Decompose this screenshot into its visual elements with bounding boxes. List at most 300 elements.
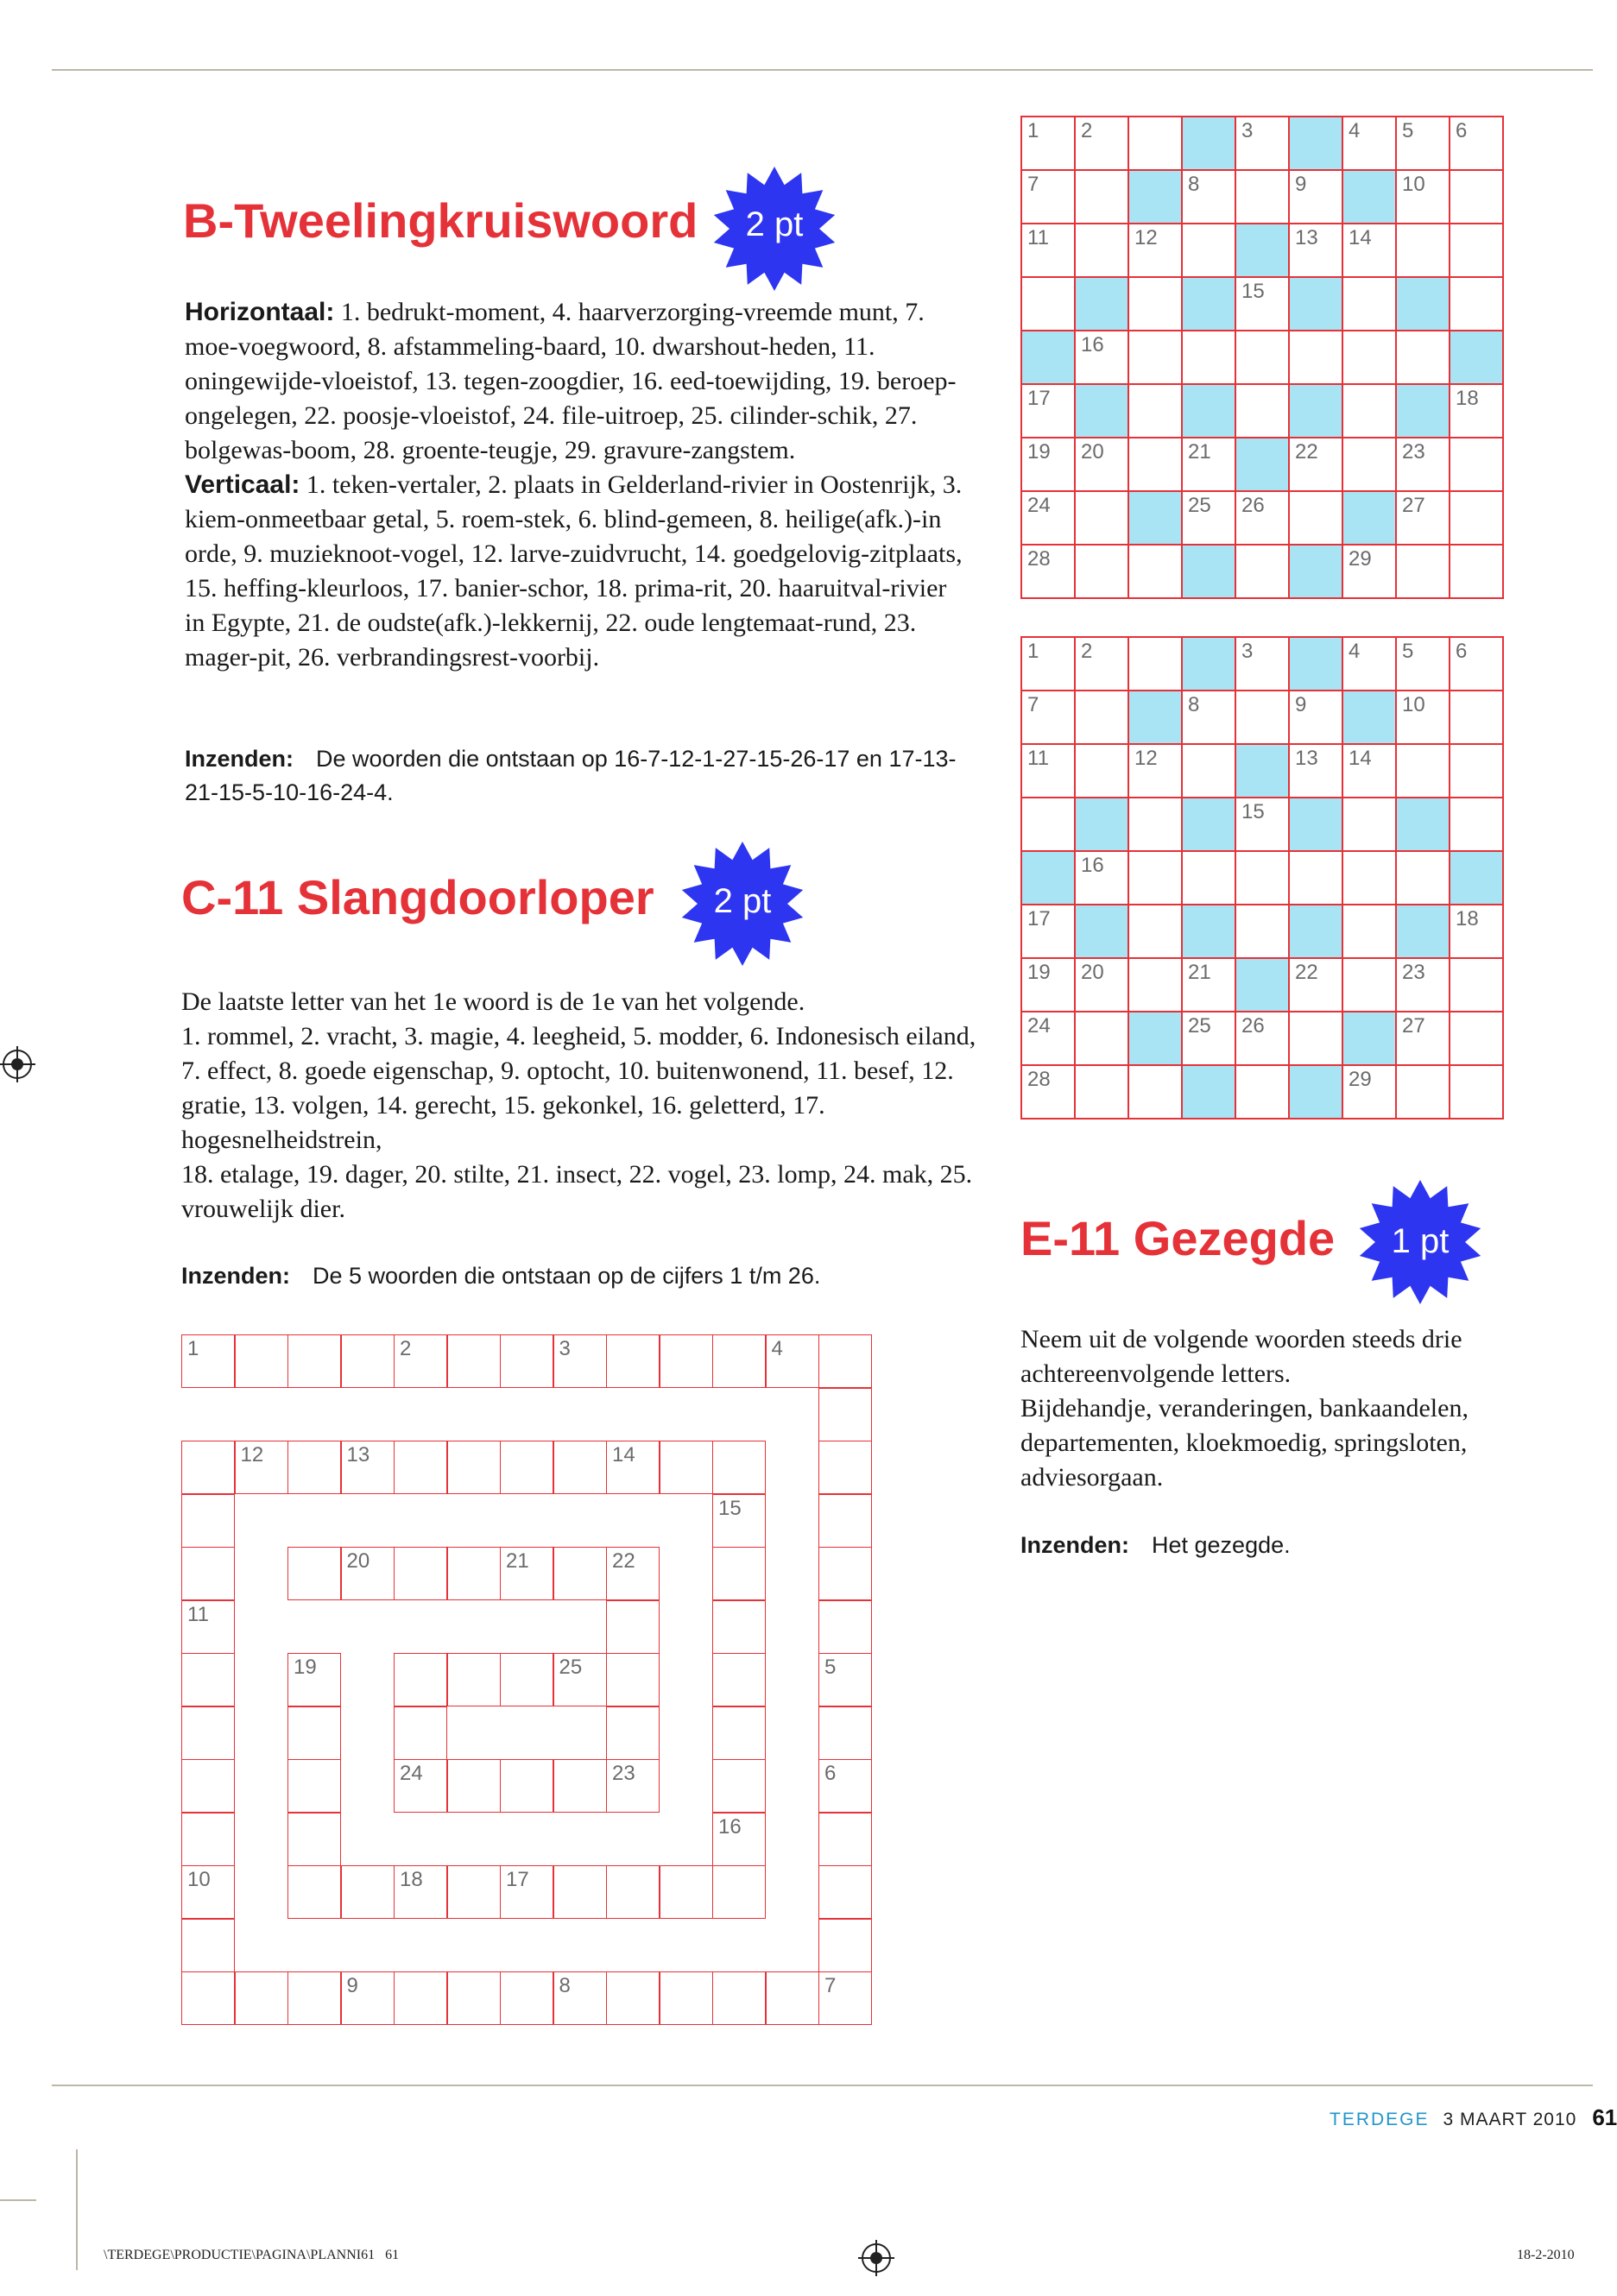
snake-cell [766, 1334, 819, 1388]
cell-number: 15 [718, 1496, 742, 1520]
snake-cell [181, 1547, 235, 1600]
snake-cell [181, 1600, 235, 1654]
crossword-cell [1290, 171, 1343, 224]
cell-number: 9 [1295, 693, 1307, 716]
snake-cell [287, 1706, 341, 1760]
cell-number: 17 [1027, 907, 1051, 930]
crossword-block-cell [1450, 331, 1504, 385]
snake-cell [341, 1441, 395, 1494]
crossword-cell [1343, 1066, 1397, 1120]
crossword-cell [1183, 331, 1236, 385]
crossword-cell [1183, 691, 1236, 745]
crossword-cell [1129, 638, 1183, 691]
crossword-cell [1129, 905, 1183, 959]
crossword-cell [1343, 224, 1397, 278]
section-c-words [181, 985, 984, 1227]
submit-text: De woorden die ontstaan op 16-7-12-1-27-15-26-17 en 17-13-21-15-5-10-16-24-4. [185, 746, 957, 805]
slug-date: 18-2-2010 [1517, 2248, 1575, 2262]
crossword-block-cell [1290, 546, 1343, 599]
snake-cell [181, 1334, 235, 1388]
crossword-cell [1397, 171, 1450, 224]
cell-number: 27 [1402, 1014, 1425, 1038]
crossword-cell [1076, 546, 1129, 599]
snake-cell [287, 1971, 341, 2025]
snake-cell [818, 1971, 872, 2025]
snake-cell [606, 1547, 660, 1600]
crossword-cell [1236, 492, 1290, 546]
crossword-cell [1236, 1012, 1290, 1066]
crossword-cell [1129, 798, 1183, 852]
snake-cell [287, 1653, 341, 1706]
crossword-cell [1343, 546, 1397, 599]
snake-cell [287, 1813, 341, 1866]
crossword-grid-1 [1020, 116, 1504, 599]
section-e-text [1020, 1322, 1521, 1495]
snake-cell [181, 1653, 235, 1706]
crossword-block-cell [1129, 691, 1183, 745]
snake-cell [341, 1971, 395, 2025]
crossword-cell [1343, 638, 1397, 691]
cell-number: 10 [1402, 173, 1425, 196]
crossword-cell [1022, 1012, 1076, 1066]
crossword-block-cell [1343, 492, 1397, 546]
cell-number: 16 [1081, 854, 1104, 877]
section-e-submit [1020, 1529, 1538, 1562]
crossword-cell [1022, 959, 1076, 1012]
vertical-clues: 1. teken-vertaler, 2. plaats in Gelderland-rivier in Oostenrijk, 3. kiem-onmeetbaar getal, 5. roem-stek, 6. blind-gemeen, 8. heilige(afk.)-in orde, 9. muzieknoot-vogel, 12. larve-zuidvrucht, 14. goedgelovig-zitplaats, 15. heffing-kleurloos, 17. banier-schor, 18. prima-rit, 20. haaruitval-rivier in Egypte, 21. de oudste(afk.)-lekkernij, 22. oude lengtemaat-rund, 23. mager-pit, 26. verbrandingsrest-voorbij. [185, 470, 963, 672]
snake-cell [394, 1653, 447, 1706]
submit-label: Inzenden: [185, 746, 294, 772]
crossword-cell [1397, 691, 1450, 745]
snake-cell [181, 1971, 235, 2025]
crossword-cell [1183, 959, 1236, 1012]
crossword-cell [1236, 331, 1290, 385]
crossword-cell [1076, 852, 1129, 905]
snake-cell [660, 1441, 713, 1494]
crossword-cell [1236, 798, 1290, 852]
snake-cell [818, 1653, 872, 1706]
cell-number: 26 [1241, 494, 1265, 517]
snake-cell [341, 1334, 395, 1388]
section-b-title: B-Tweelingkruiswoord [183, 193, 698, 248]
crossword-cell [1397, 745, 1450, 798]
cell-number: 11 [187, 1602, 209, 1626]
cell-number: 3 [559, 1337, 571, 1360]
snake-cell [553, 1653, 607, 1706]
crossword-cell [1076, 224, 1129, 278]
crossword-block-cell [1290, 798, 1343, 852]
crossword-cell [1022, 691, 1076, 745]
crossword-block-cell [1183, 798, 1236, 852]
cell-number: 29 [1349, 547, 1372, 571]
crossword-cell [1183, 438, 1236, 492]
points-star-b [710, 164, 839, 293]
submit-label: Inzenden: [1020, 1532, 1129, 1558]
crossword-cell [1076, 1066, 1129, 1120]
crossword-block-cell [1183, 117, 1236, 171]
crossword-block-cell [1397, 905, 1450, 959]
snake-cell [606, 1653, 660, 1706]
crossword-block-cell [1022, 331, 1076, 385]
crossword-cell [1183, 492, 1236, 546]
crossword-cell [1022, 638, 1076, 691]
crossword-cell [1290, 492, 1343, 546]
crossword-block-cell [1183, 546, 1236, 599]
snake-cell [606, 1600, 660, 1654]
crossword-block-cell [1343, 1012, 1397, 1066]
section-c-wordlist: 1. rommel, 2. vracht, 3. magie, 4. leegheid, 5. modder, 6. Indonesisch eiland, 7. effect, 8. goede eigenschap, 9. optocht, 10. buitenwonend, 11. besef, 12. gratie, 13. volgen, 14. gerecht, 15. gekonkel, 16. geletterd, 17. hogesnelheidstrein, [181, 1022, 976, 1154]
points-label-e: 1 pt [1391, 1222, 1450, 1260]
crossword-cell [1450, 492, 1504, 546]
cell-number: 18 [400, 1868, 423, 1891]
crossword-cell [1290, 959, 1343, 1012]
snake-cell [818, 1865, 872, 1919]
crossword-cell [1343, 385, 1397, 438]
cell-number: 2 [1081, 640, 1093, 663]
crossword-cell [1076, 1012, 1129, 1066]
snake-cell [712, 1971, 766, 2025]
crossword-cell [1290, 331, 1343, 385]
cell-number: 7 [1027, 693, 1039, 716]
cell-number: 19 [294, 1656, 317, 1679]
crossword-block-cell [1129, 1012, 1183, 1066]
crossword-cell [1236, 117, 1290, 171]
crossword-cell [1076, 691, 1129, 745]
snake-cell [447, 1759, 501, 1813]
crossword-cell [1450, 638, 1504, 691]
cell-number: 29 [1349, 1068, 1372, 1091]
cell-number: 14 [1349, 747, 1372, 770]
cell-number: 2 [400, 1337, 412, 1360]
crossword-cell [1343, 331, 1397, 385]
cell-number: 8 [559, 1974, 571, 1997]
snake-cell [181, 1706, 235, 1760]
snake-cell [447, 1971, 501, 2025]
crossword-cell [1290, 1012, 1343, 1066]
crossword-cell [1450, 798, 1504, 852]
snake-cell [394, 1759, 447, 1813]
crossword-cell [1450, 745, 1504, 798]
cell-number: 28 [1027, 547, 1051, 571]
crossword-block-cell [1129, 171, 1183, 224]
snake-cell [553, 1971, 607, 2025]
page-footer [1330, 2104, 1617, 2131]
snake-cell [394, 1547, 447, 1600]
crossword-cell [1450, 438, 1504, 492]
crossword-cell [1236, 546, 1290, 599]
crossword-block-cell [1183, 385, 1236, 438]
section-c-wordlist-2: 18. etalage, 19. dager, 20. stilte, 21. insect, 22. vogel, 23. lomp, 24. mak, 25. vrouwelijk dier. [181, 1160, 973, 1223]
snake-cell [712, 1865, 766, 1919]
crossword-cell [1397, 438, 1450, 492]
snake-cell [818, 1600, 872, 1654]
points-star-e [1355, 1177, 1485, 1307]
snake-cell [818, 1547, 872, 1600]
cell-number: 21 [506, 1549, 529, 1573]
slug-path: \TERDEGE\PRODUCTIE\PAGINA\PLANNI61 [104, 2248, 376, 2262]
crossword-cell [1450, 1066, 1504, 1120]
snake-cell [818, 1813, 872, 1866]
crossword-cell [1343, 959, 1397, 1012]
crossword-cell [1343, 745, 1397, 798]
crossword-cell [1076, 331, 1129, 385]
snake-cell [500, 1653, 553, 1706]
cell-number: 5 [1402, 119, 1414, 142]
crossword-cell [1076, 638, 1129, 691]
cell-number: 20 [346, 1549, 370, 1573]
crossword-cell [1022, 278, 1076, 331]
crossword-cell [1022, 1066, 1076, 1120]
crossword-block-cell [1183, 1066, 1236, 1120]
cell-number: 23 [612, 1762, 635, 1785]
snake-cell [287, 1441, 341, 1494]
snake-cell [341, 1865, 395, 1919]
cell-number: 27 [1402, 494, 1425, 517]
crossword-cell [1343, 905, 1397, 959]
crossword-cell [1129, 745, 1183, 798]
cell-number: 6 [824, 1762, 837, 1785]
snake-cell [287, 1547, 341, 1600]
crossword-block-cell [1236, 745, 1290, 798]
cell-number: 1 [187, 1337, 199, 1360]
crossword-cell [1397, 638, 1450, 691]
crossword-block-cell [1183, 905, 1236, 959]
snake-cell [181, 1441, 235, 1494]
cell-number: 8 [1188, 173, 1200, 196]
snake-cell [394, 1971, 447, 2025]
crossword-cell [1076, 171, 1129, 224]
cell-number: 23 [1402, 961, 1425, 984]
submit-text: Het gezegde. [1152, 1532, 1291, 1558]
cell-number: 24 [400, 1762, 423, 1785]
snake-cell [235, 1441, 288, 1494]
crossword-cell [1076, 117, 1129, 171]
crossword-cell [1129, 546, 1183, 599]
snake-cell [553, 1441, 607, 1494]
crossword-cell [1022, 905, 1076, 959]
cell-number: 4 [771, 1337, 783, 1360]
cell-number: 9 [1295, 173, 1307, 196]
snake-cell [500, 1334, 553, 1388]
snake-cell [606, 1759, 660, 1813]
crossword-cell [1397, 546, 1450, 599]
crossword-block-cell [1076, 278, 1129, 331]
snake-cell [606, 1441, 660, 1494]
crossword-cell [1022, 385, 1076, 438]
crossword-cell [1397, 492, 1450, 546]
crossword-cell [1236, 638, 1290, 691]
crossword-cell [1343, 278, 1397, 331]
crossword-cell [1076, 438, 1129, 492]
crossword-cell [1397, 117, 1450, 171]
crossword-cell [1450, 546, 1504, 599]
snake-cell [712, 1759, 766, 1813]
crossword-cell [1343, 798, 1397, 852]
cell-number: 20 [1081, 440, 1104, 464]
snake-cell [712, 1813, 766, 1866]
crop-mark [76, 2149, 78, 2270]
crossword-cell [1236, 385, 1290, 438]
crossword-cell [1022, 798, 1076, 852]
crossword-cell [1290, 224, 1343, 278]
crossword-cell [1183, 852, 1236, 905]
cell-number: 10 [187, 1868, 211, 1891]
cell-number: 12 [1134, 226, 1158, 249]
section-c-title: C-11 Slangdoorloper [181, 870, 654, 924]
snake-cell [500, 1547, 553, 1600]
crossword-cell [1290, 852, 1343, 905]
cell-number: 21 [1188, 440, 1211, 464]
crossword-cell [1397, 852, 1450, 905]
cell-number: 20 [1081, 961, 1104, 984]
crossword-cell [1450, 385, 1504, 438]
cell-number: 3 [1241, 640, 1254, 663]
snake-cell [181, 1865, 235, 1919]
cell-number: 25 [1188, 494, 1211, 517]
cell-number: 12 [1134, 747, 1158, 770]
horizontal-clues: 1. bedrukt-moment, 4. haarverzorging-vreemde munt, 7. moe-voegwoord, 8. afstammeling-baard, 10. dwarshout-heden, 11. oningewijde-vloeistof, 13. tegen-zoogdier, 16. eed-toewijding, 19. beroep-ongelegen, 22. poosje-vloeistof, 24. file-uitroep, 25. cilinder-schik, 27. bolgewas-boom, 28. groente-teugje, 29. gravure-zangstem. [185, 298, 957, 464]
snake-cell [341, 1547, 395, 1600]
crossword-grid-2 [1020, 636, 1504, 1120]
cell-number: 13 [346, 1443, 370, 1467]
snake-cell [553, 1547, 607, 1600]
crossword-cell [1183, 1012, 1236, 1066]
side-tick [0, 2199, 36, 2201]
snake-cell [235, 1971, 288, 2025]
cell-number: 4 [1349, 640, 1361, 663]
snake-cell [235, 1334, 288, 1388]
snake-cell [394, 1865, 447, 1919]
cell-number: 13 [1295, 747, 1318, 770]
registration-mark-icon [3, 1050, 32, 1079]
cell-number: 16 [1081, 333, 1104, 356]
crossword-cell [1450, 117, 1504, 171]
snake-cell [447, 1865, 501, 1919]
cell-number: 23 [1402, 440, 1425, 464]
cell-number: 5 [1402, 640, 1414, 663]
snake-cell [818, 1388, 872, 1441]
cell-number: 10 [1402, 693, 1425, 716]
points-label-b: 2 pt [745, 205, 804, 243]
cell-number: 14 [1349, 226, 1372, 249]
snake-cell [660, 1865, 713, 1919]
crossword-cell [1290, 438, 1343, 492]
cell-number: 19 [1027, 440, 1051, 464]
section-e-title: E-11 Gezegde [1020, 1211, 1336, 1265]
snake-cell [712, 1547, 766, 1600]
vertical-label: Verticaal: [185, 470, 300, 499]
crossword-block-cell [1022, 852, 1076, 905]
crossword-cell [1129, 852, 1183, 905]
snake-cell [712, 1494, 766, 1548]
crossword-block-cell [1450, 852, 1504, 905]
snake-cell [712, 1653, 766, 1706]
snake-cell [818, 1441, 872, 1494]
cell-number: 6 [1456, 119, 1468, 142]
cell-number: 2 [1081, 119, 1093, 142]
submit-text: De 5 woorden die ontstaan op de cijfers 1 t/m 26. [313, 1263, 821, 1289]
crossword-cell [1397, 959, 1450, 1012]
snake-cell [606, 1706, 660, 1760]
cell-number: 5 [824, 1656, 837, 1679]
snake-cell [500, 1971, 553, 2025]
crossword-block-cell [1183, 278, 1236, 331]
cell-number: 14 [612, 1443, 635, 1467]
section-e-instruction: Neem uit de volgende woorden steeds drie achtereenvolgende letters. [1020, 1325, 1462, 1388]
crossword-cell [1022, 171, 1076, 224]
crossword-cell [1397, 1012, 1450, 1066]
crossword-block-cell [1397, 278, 1450, 331]
cell-number: 1 [1027, 640, 1039, 663]
crossword-cell [1129, 224, 1183, 278]
crossword-cell [1236, 1066, 1290, 1120]
cell-number: 25 [559, 1656, 583, 1679]
crossword-cell [1397, 1066, 1450, 1120]
issue-date: 3 MAART 2010 [1443, 2110, 1577, 2129]
snake-cell [181, 1919, 235, 1972]
cell-number: 22 [612, 1549, 635, 1573]
crossword-cell [1022, 117, 1076, 171]
cell-number: 17 [1027, 387, 1051, 410]
cell-number: 24 [1027, 494, 1051, 517]
crossword-block-cell [1343, 691, 1397, 745]
points-star-c [678, 839, 807, 968]
crossword-cell [1022, 546, 1076, 599]
crossword-cell [1022, 438, 1076, 492]
submit-label: Inzenden: [181, 1263, 290, 1289]
crossword-cell [1236, 171, 1290, 224]
crossword-block-cell [1290, 385, 1343, 438]
snake-cell [181, 1813, 235, 1866]
snake-cell [712, 1334, 766, 1388]
crossword-cell [1290, 745, 1343, 798]
crossword-cell [1236, 905, 1290, 959]
snake-cell [394, 1441, 447, 1494]
crossword-cell [1129, 331, 1183, 385]
snake-cell [606, 1334, 660, 1388]
cell-number: 18 [1456, 387, 1479, 410]
crossword-cell [1450, 224, 1504, 278]
crossword-block-cell [1236, 438, 1290, 492]
snake-cell [447, 1441, 501, 1494]
slug-page: 61 [385, 2248, 400, 2262]
snake-cell [712, 1600, 766, 1654]
snake-cell [553, 1865, 607, 1919]
snake-cell [500, 1759, 553, 1813]
cell-number: 11 [1027, 747, 1049, 770]
cell-number: 22 [1295, 961, 1318, 984]
crossword-cell [1022, 492, 1076, 546]
snake-cell [553, 1334, 607, 1388]
crossword-block-cell [1290, 117, 1343, 171]
crossword-block-cell [1076, 798, 1129, 852]
points-label-c: 2 pt [713, 882, 772, 920]
cell-number: 26 [1241, 1014, 1265, 1038]
page-number: 61 [1592, 2104, 1617, 2130]
crossword-cell [1450, 278, 1504, 331]
crossword-cell [1290, 691, 1343, 745]
crossword-block-cell [1290, 638, 1343, 691]
snake-cell [500, 1865, 553, 1919]
crossword-block-cell [1343, 171, 1397, 224]
crossword-cell [1129, 1066, 1183, 1120]
cell-number: 15 [1241, 280, 1265, 303]
cell-number: 1 [1027, 119, 1039, 142]
crossword-cell [1076, 492, 1129, 546]
snake-cell [660, 1334, 713, 1388]
crossword-cell [1450, 959, 1504, 1012]
crossword-block-cell [1076, 385, 1129, 438]
